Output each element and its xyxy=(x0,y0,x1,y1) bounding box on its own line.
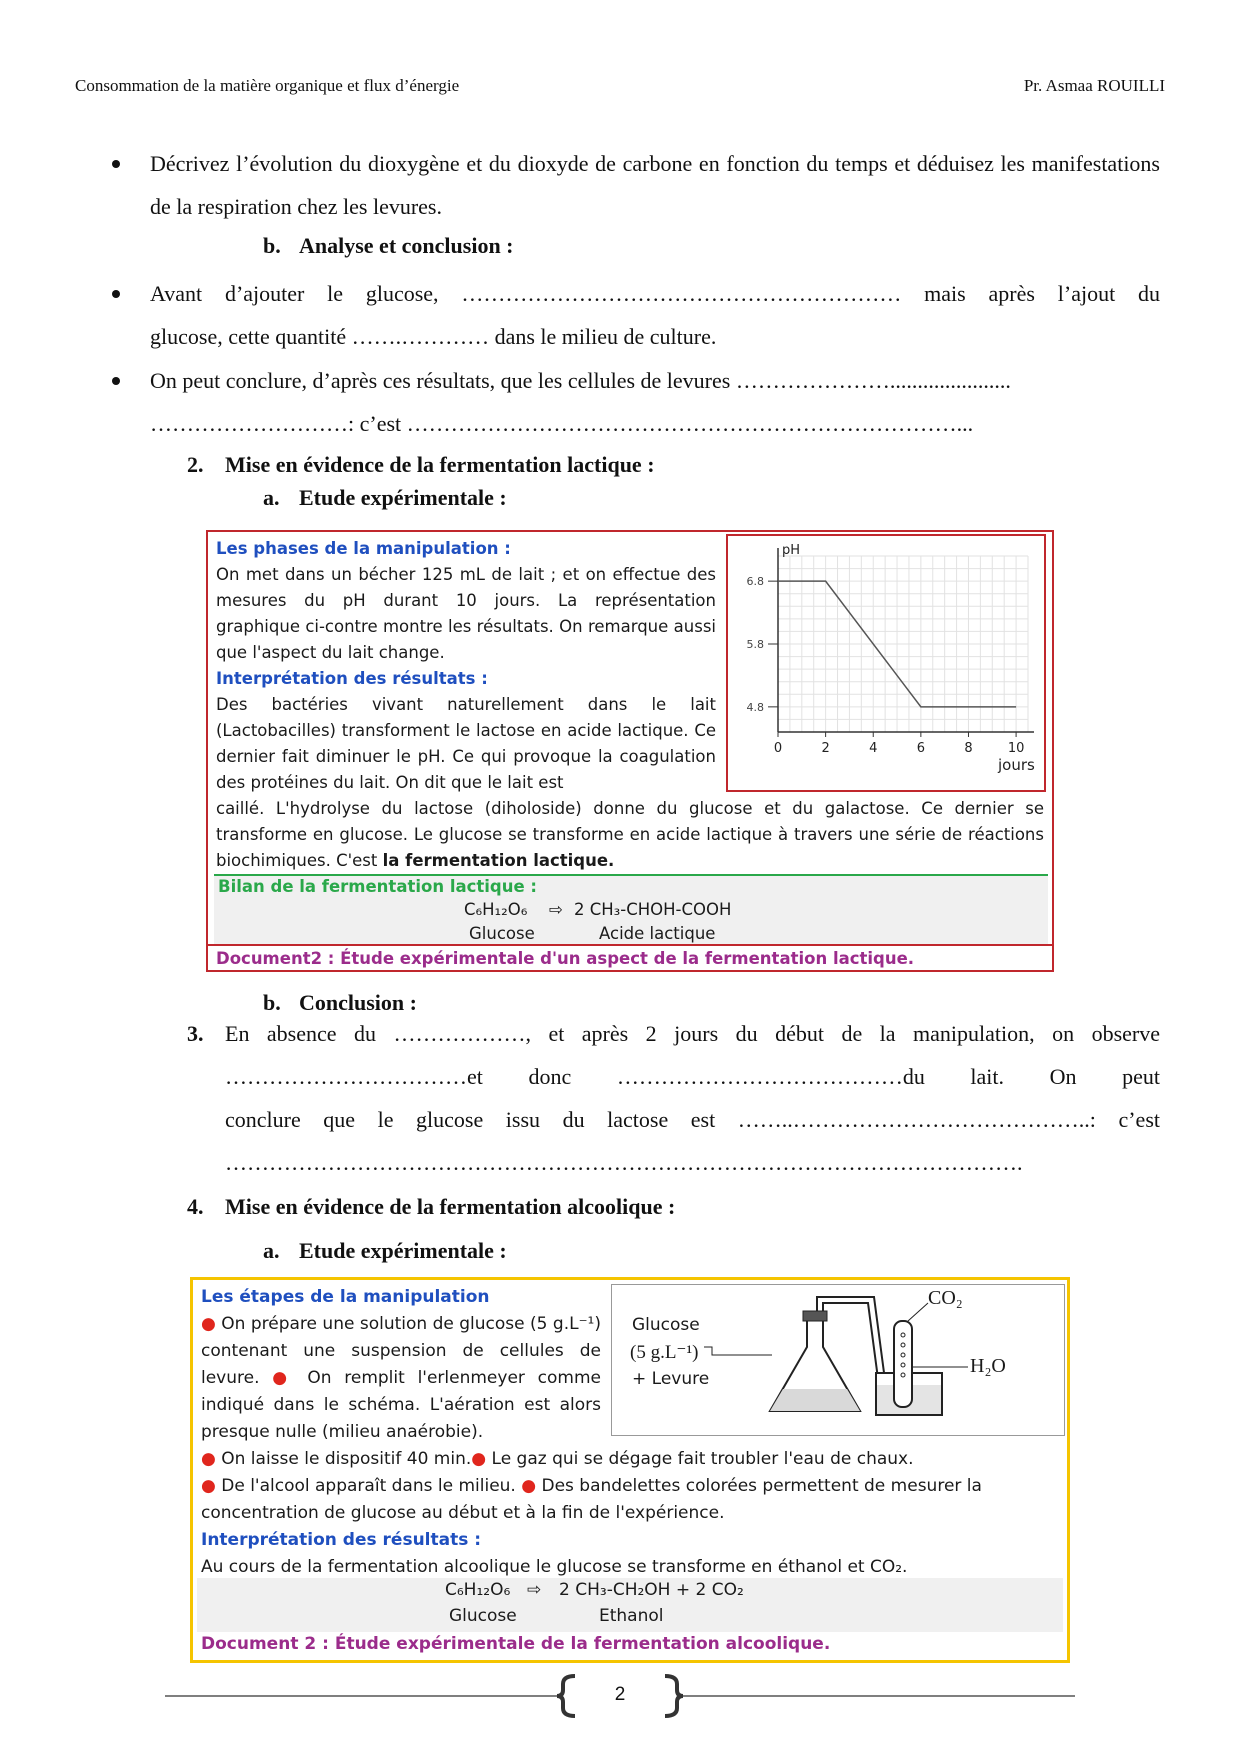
section-heading-analysis: b. Analyse et conclusion : xyxy=(263,233,514,258)
page-footer xyxy=(165,1670,1075,1720)
bullet-icon xyxy=(112,377,120,385)
equation-reactant: C₆H₁₂O₆ xyxy=(445,1580,511,1600)
section-heading-experimental-2: a. Etude expérimentale : xyxy=(263,1238,507,1263)
section-heading-alcoholic: 4. Mise en évidence de la fermentation alcoolique : xyxy=(187,1194,676,1219)
reactant-name: Glucose xyxy=(449,1606,517,1626)
x-tick-label: 8 xyxy=(964,741,973,756)
item-number-3: 3. xyxy=(187,1021,204,1046)
interpretation-text-2: Au cours de la fermentation alcoolique le glucose se transforme en éthanol et CO₂. xyxy=(201,1557,908,1577)
fill-in-line: On peut conclure, d’après ces résultats, que les cellules de levures …………………...................... xyxy=(150,368,1011,393)
scheme-label-concentration: (5 g.L⁻¹) xyxy=(630,1342,699,1363)
ph-chart-svg xyxy=(728,536,1044,790)
experiment-scheme xyxy=(611,1284,1065,1436)
x-tick-label: 10 xyxy=(1007,741,1025,756)
red-bullet-icon: ● xyxy=(201,1314,216,1334)
y-tick-label: 6.8 xyxy=(746,575,764,589)
bullet-icon xyxy=(112,160,120,168)
fill-in-line: Avant d’ajouter le glucose, …………………………………………………… mais après l’ajout du xyxy=(150,281,1160,306)
bilan-panel xyxy=(214,874,1048,944)
phases-title: Les phases de la manipulation : xyxy=(216,539,511,558)
phases-text: On met dans un bécher 125 mL de lait ; et on effectue des mesures du pH durant 10 jours. La représentation graphique ci-contre montre les résultats. On remarque aussi que l'aspect du lait change. xyxy=(216,565,716,662)
red-bullet-icon: ● xyxy=(471,1449,487,1469)
product-name: Ethanol xyxy=(599,1606,664,1626)
equation-product: 2 CH₃-CHOH-COOH xyxy=(574,900,732,919)
scheme-label-levure: + Levure xyxy=(632,1369,710,1389)
y-tick-label: 4.8 xyxy=(746,700,764,714)
red-bullet-icon: ● xyxy=(201,1476,216,1496)
bilan-title: Bilan de la fermentation lactique : xyxy=(218,877,538,896)
section-heading-lactic: 2. Mise en évidence de la fermentation lactique : xyxy=(187,452,655,477)
lactic-equation xyxy=(214,900,1048,922)
y-axis-label: pH xyxy=(782,543,801,558)
red-bullet-icon: ● xyxy=(272,1368,295,1388)
fill-in-line: En absence du ………………, et après 2 jours du début de la manipulation, on observe xyxy=(225,1021,1160,1046)
doc1-left-text xyxy=(216,536,716,796)
section-heading-experimental: a. Etude expérimentale : xyxy=(263,485,507,510)
fill-in-line: conclure que le glucose issu du lactose est ……..…………………………………..: c’est xyxy=(225,1107,1160,1132)
running-header-author: Pr. Asmaa ROUILLI xyxy=(1023,76,1165,95)
product-name: Acide lactique xyxy=(599,924,716,943)
equation-reactant: C₆H₁₂O₆ xyxy=(464,900,528,919)
interpretation-continued: caillé. L'hydrolyse du lactose (diholoside) donne du glucose et du galactose. Ce dernier se transforme en glucose. Le glucose se transforme en acide lactique à travers une série de réactions biochimiques. C'est la fermentation lactique. xyxy=(216,799,1044,870)
doc1-caption: Document2 : Étude expérimentale d'un aspect de la fermentation lactique. xyxy=(208,944,1052,972)
equation-product: 2 CH₃-CH₂OH + 2 CO₂ xyxy=(559,1580,744,1600)
lactic-equation-names xyxy=(214,924,1048,946)
arrow-icon: ⇨ xyxy=(527,1580,542,1600)
fill-in-line: ………………………………………………………………………………………………. xyxy=(225,1150,1023,1175)
x-tick-label: 4 xyxy=(869,741,878,756)
arrow-icon: ⇨ xyxy=(549,900,563,919)
interpretation-title-2: Interprétation des résultats : xyxy=(201,1530,482,1550)
scheme-label-co2: CO₂ xyxy=(928,1287,963,1309)
red-bullet-icon: ● xyxy=(521,1476,537,1496)
section-heading-conclusion: b. Conclusion : xyxy=(263,990,417,1015)
alcoholic-equation-panel xyxy=(197,1578,1063,1632)
fill-in-line: glucose, cette quantité …….………… dans le milieu de culture. xyxy=(150,324,717,349)
y-tick-label: 5.8 xyxy=(746,638,764,651)
document-lactic-fermentation xyxy=(206,530,1054,972)
fermentation-term: la fermentation lactique. xyxy=(382,851,615,870)
interpretation-title: Interprétation des résultats : xyxy=(216,669,488,688)
intro-question: Décrivez l’évolution du dioxygène et du dioxyde de carbone en fonction du temps et déduisez les manifestations de la respiration chez les levures. xyxy=(150,151,1160,219)
scheme-label-h2o: H₂O xyxy=(970,1355,1006,1377)
fill-in-line: ………………………: c’est …………………………………………………………………... xyxy=(150,411,974,436)
document-alcoholic-fermentation xyxy=(190,1277,1070,1663)
interpretation-text: Des bactéries vivant naturellement dans le lait (Lactobacilles) transforment le lactose en acide lactique. Ce dernier fait diminuer le pH. Ce qui provoque la coagulation des protéines du lait. On dit que le lait est xyxy=(216,695,716,792)
ph-graph xyxy=(726,534,1046,792)
red-bullet-icon: ● xyxy=(201,1449,216,1469)
reactant-name: Glucose xyxy=(469,924,535,943)
page-number: 2 xyxy=(614,1684,626,1705)
x-tick-label: 0 xyxy=(773,741,783,756)
bullet-icon xyxy=(112,290,120,298)
x-tick-label: 2 xyxy=(821,741,830,756)
doc2-steps-continued: ● On laisse le dispositif 40 min.● Le gaz qui se dégage fait troubler l'eau de chaux. ● De l'alcool apparaît dans le milieu. ● Des bandelettes colorées permettent de mesurer la concentration de glucose au début et à la fin de l'expérience. Interprétation des résultats : Au cours de la fermentation alcoolique le glucose se transforme en éthanol et CO₂. xyxy=(201,1449,982,1577)
x-tick-label: 6 xyxy=(916,741,925,756)
running-header-title: Consommation de la matière organique et flux d’énergie xyxy=(75,76,460,95)
fill-in-line: ……………………………et donc …………………………………du lait. On peut xyxy=(225,1064,1160,1089)
scheme-label-glucose: Glucose xyxy=(632,1315,700,1335)
doc2-left-text: Les étapes de la manipulation ● On prépare une solution de glucose (5 g.L⁻¹) contenant une suspension de cellules de levure. ● On remplit l'erlenmeyer comme indiqué dans le schéma. L'aération est alors presque nulle (milieu anaérobie). xyxy=(201,1287,602,1442)
doc2-caption: Document 2 : Étude expérimentale de la fermentation alcoolique. xyxy=(201,1634,831,1654)
steps-title: Les étapes de la manipulation xyxy=(201,1287,490,1307)
x-axis-label: jours xyxy=(998,756,1035,774)
